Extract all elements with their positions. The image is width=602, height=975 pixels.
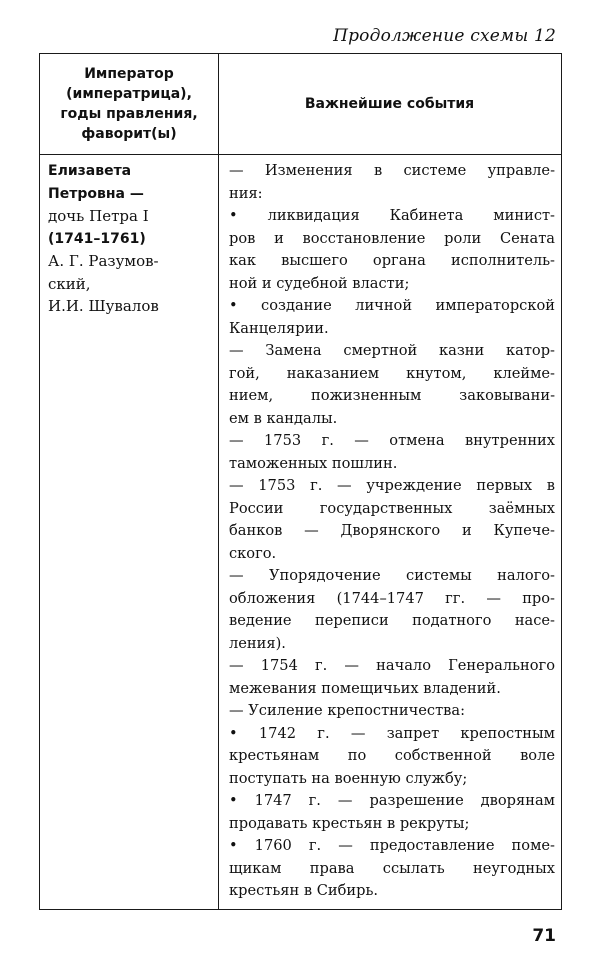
ruler-text-line: Елизавета	[48, 163, 132, 179]
ruler-cell	[48, 160, 214, 318]
header-ruler-line: Император	[84, 66, 174, 82]
ruler-text-line: (1741–1761)	[48, 230, 146, 247]
event-text-line: ского.	[229, 544, 277, 562]
event-text-line: — Усиление крепостничества:	[229, 702, 465, 719]
event-text-line: ведение переписи податного насе-	[229, 612, 555, 629]
ruler-text-line: ский,	[48, 274, 91, 293]
event-text-line: как высшего органа исполнитель-	[229, 252, 555, 269]
event-text-line: гой, наказанием кнутом, клейме-	[229, 364, 555, 382]
scheme-caption: Продолжение схемы 12	[333, 26, 556, 46]
event-text-line: нием, пожизненным заковывани-	[229, 387, 555, 404]
event-text-line: — Упорядочение системы налого-	[229, 567, 555, 584]
ruler-text-line: Петровна —	[48, 185, 144, 202]
event-text-line: крестьянам по собственной воле	[229, 747, 555, 764]
events-cell	[229, 160, 555, 903]
event-text-line: — Замена смертной казни катор-	[229, 342, 555, 359]
header-events-column: Важнейшие события	[304, 96, 475, 112]
event-text-line: — 1754 г. — начало Генерального	[229, 657, 555, 674]
header-ruler-line: годы правления,	[60, 106, 198, 122]
column-divider	[218, 54, 219, 909]
event-text-line: • 1747 г. — разрешение дворянам	[229, 792, 555, 809]
event-text-line: крестьян в Сибирь.	[229, 882, 379, 899]
ruler-text-line: дочь Петра I	[48, 207, 149, 225]
event-text-line: щикам права ссылать неугодных	[229, 859, 555, 877]
event-text-line: — Изменения в системе управле-	[229, 162, 555, 179]
event-text-line: банков — Дворянского и Купече-	[229, 522, 555, 539]
event-text-line: таможенных пошлин.	[229, 454, 398, 472]
header-ruler-column	[40, 54, 218, 154]
event-text-line: ления).	[229, 634, 286, 652]
header-divider	[40, 154, 561, 155]
event-text-line: ния:	[229, 184, 263, 202]
history-table	[39, 53, 562, 910]
event-text-line: • 1760 г. — предоставление поме-	[229, 837, 555, 854]
event-text-line: продавать крестьян в рекруты;	[229, 814, 470, 832]
event-text-line: поступать на военную службу;	[229, 769, 468, 787]
event-text-line: обложения (1744–1747 гг. — про-	[229, 589, 555, 607]
event-text-line: ров и восстановление роли Сената	[229, 229, 555, 247]
event-text-line: — 1753 г. — отмена внутренних	[229, 432, 555, 449]
event-text-line: ной и судебной власти;	[229, 274, 410, 292]
event-text-line: — 1753 г. — учреждение первых в	[229, 477, 555, 494]
ruler-text-line: А. Г. Разумов-	[48, 252, 159, 270]
event-text-line: • ликвидация Кабинета минист-	[229, 207, 555, 224]
event-text-line: • создание личной императорской	[229, 297, 555, 314]
page-number: 71	[532, 926, 556, 946]
header-ruler-line: фаворит(ы)	[81, 126, 177, 142]
header-ruler-line: (императрица),	[66, 86, 192, 102]
event-text-line: • 1742 г. — запрет крепостным	[229, 724, 555, 742]
event-text-line: России государственных заёмных	[229, 499, 555, 517]
event-text-line: межевания помещичьих владений.	[229, 679, 501, 697]
event-text-line: ем в кандалы.	[229, 409, 338, 427]
event-text-line: Канцелярии.	[229, 319, 329, 337]
ruler-text-line: И.И. Шувалов	[48, 297, 159, 315]
